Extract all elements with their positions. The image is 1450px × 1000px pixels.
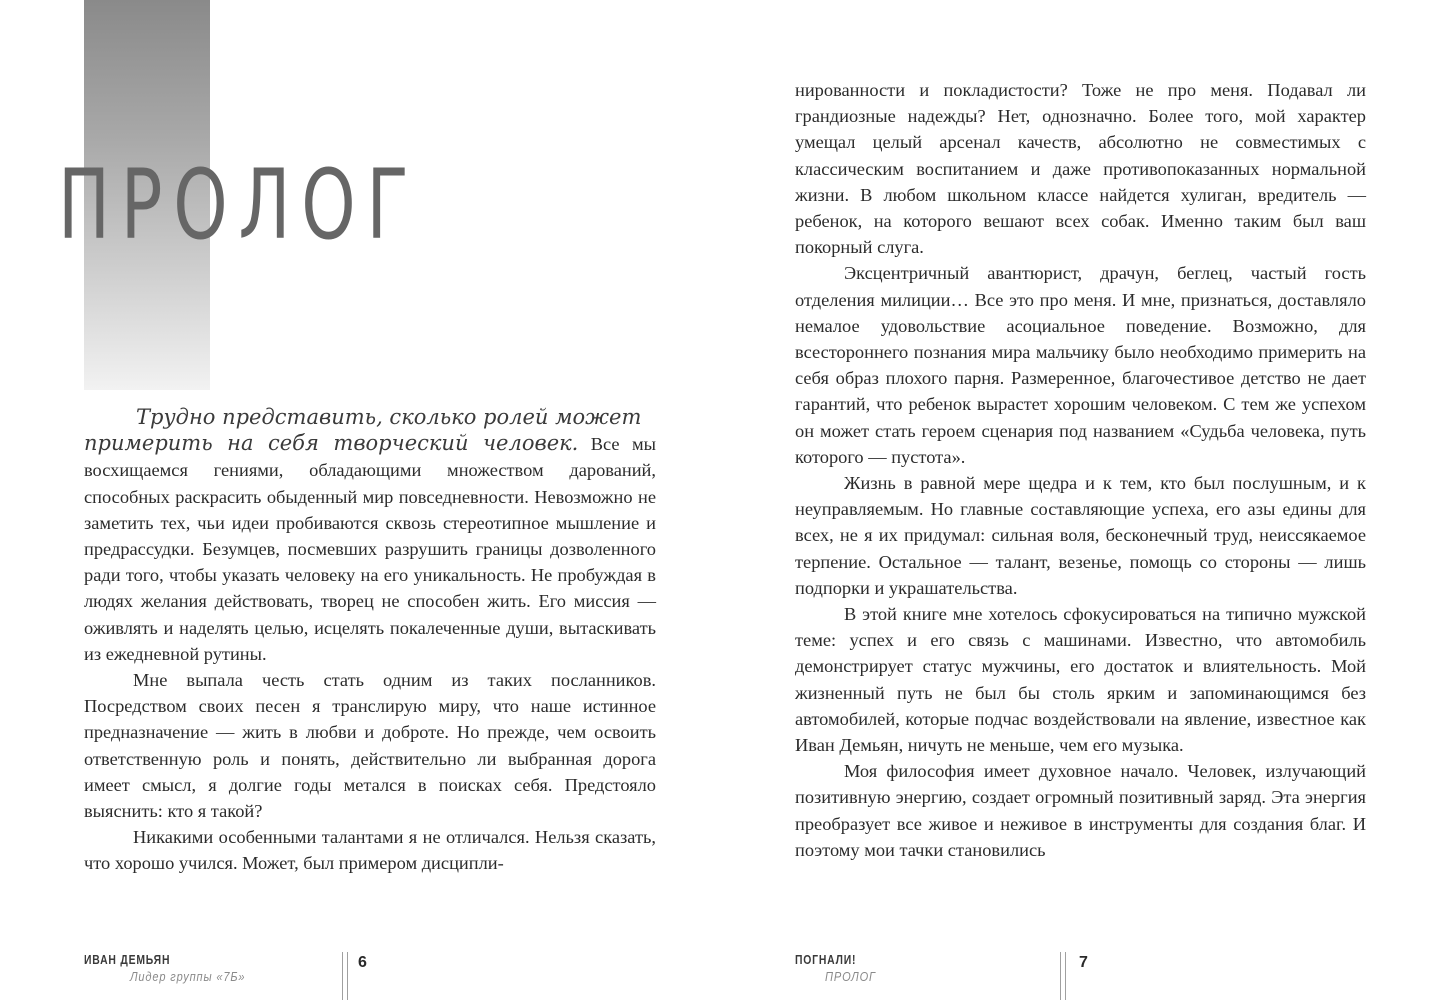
lead-line-2: примерить на себя творческий человек. xyxy=(84,431,579,456)
footer-divider xyxy=(1060,952,1066,1000)
footer-subtitle: Лидер группы «7Б» xyxy=(130,969,246,984)
paragraph: нированности и покладистости? Тоже не про меня. Подавал ли грандиозные надежды? Нет, однозначно. Более того, мой характер умещал целый арсенал качеств, абсолютно не совместимых с классическим воспитанием и даже противопоказанных нормальной жизни. В любом школьном классе найдется хулиган, вредитель — ребенок, на которого вешают всех собак. Именно таким был ваш покорный слуга. xyxy=(795,80,1366,258)
paragraph: Эксцентричный авантюрист, драчун, беглец, частый гость отделения милиции… Все это про меня. И мне, признаться, доставляло немалое удовольствие асоциальное поведение. Возможно, для всестороннего познания мира мальчику было необходимо примерить на себя образ плохого парня. Размеренное, благочестивое детство не дает гарантий, что ребенок вырастет хорошим человеком. С тем же успехом он может стать героем сценария под названием «Судьба человека, путь которого — пустота». xyxy=(795,263,1366,467)
right-text-column xyxy=(795,77,1366,863)
right-page-footer xyxy=(795,952,885,984)
left-page-footer xyxy=(84,952,266,984)
chapter-title: ПРОЛОГ xyxy=(58,149,420,261)
footer-author: ИВАН ДЕМЬЯН xyxy=(84,952,171,967)
paragraph: Мне выпала честь стать одним из таких посланников. Посредством своих песен я транслирую миру, что наше истинное предназначение — жить в любви и доброте. Но прежде, чем освоить ответственную роль и понять, действительно ли выбранная дорога имеет смысл, я долгие годы метался в поисках себя. Предстояло выяснить: кто я такой? xyxy=(84,670,656,822)
lead-line-1: Трудно представить, сколько ролей может xyxy=(136,405,642,429)
footer-book-title: ПОГНАЛИ! xyxy=(795,952,857,967)
paragraph xyxy=(84,430,656,667)
page-number: 6 xyxy=(358,954,367,971)
footer-section: ПРОЛОГ xyxy=(825,969,876,984)
left-text-column xyxy=(84,404,656,877)
footer-divider xyxy=(342,952,348,1000)
page-number: 7 xyxy=(1079,954,1088,971)
paragraph: В этой книге мне хотелось сфокусироваться на типично мужской теме: успех и его связь с машинами. Известно, что автомобиль демонстрирует статус мужчины, его достаток и влиятельность. Мой жизненный путь не был бы столь ярким и запоминающимся без автомобилей, которые подчас воздействовали на явление, известное как Иван Демьян, ничуть не меньше, чем его музыка. xyxy=(795,604,1366,756)
paragraph: Жизнь в равной мере щедра и к тем, кто был послушным, и к неуправляемым. Но главные составляющие успеха, его азы едины для всех, не я их придумал: сильная воля, бесконечный труд, неиссякаемое терпение. Остальное — талант, везенье, помощь со стороны — лишь подпорки и украшательства. xyxy=(795,473,1366,598)
paragraph: Никакими особенными талантами я не отличался. Нельзя сказать, что хорошо учился. Может, был примером дисципли- xyxy=(84,827,656,874)
paragraph-text: Все мы восхищаемся гениями, обладающими множеством дарований, способных раскрасить обыденный мир повседневности. Невозможно не заметить тех, чьи идеи пробиваются сквозь стереотипное мышление и предрассудки. Безумцев, посмевших разрушить границы дозволенного ради того, чтобы указать человеку на его уникальность. Не пробуждая в людях желания действовать, творец не способен жить. Его миссия — оживлять и наделять целью, исцелять покалеченные души, вытаскивать из ежедневной рутины. xyxy=(84,434,656,664)
paragraph: Моя философия имеет духовное начало. Человек, излучающий позитивную энергию, создает огромный позитивный заряд. Эта энергия преобразует все живое и неживое в инструменты для создания благ. И поэтому мои тачки становились xyxy=(795,761,1366,860)
